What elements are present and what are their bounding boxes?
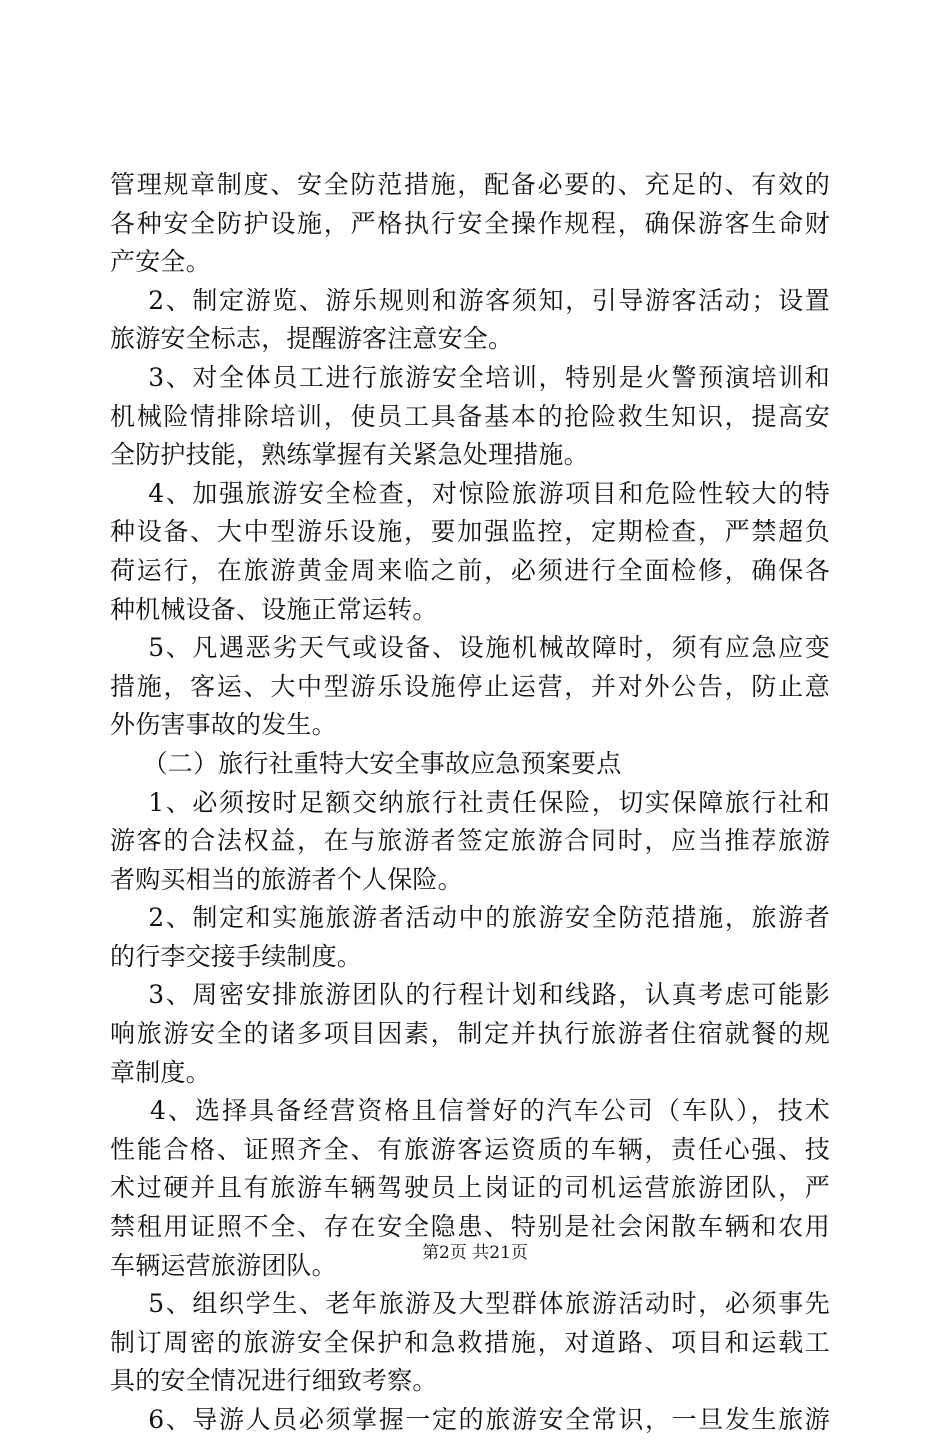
paragraph-line: 6、导游人员必须掌握一定的旅游安全常识，一旦发生旅游 [110, 1405, 830, 1434]
paragraph-line: 管理规章制度、安全防范措施，配备必要的、充足的、有效的 [110, 170, 830, 199]
paragraph-line: 2、制定游览、游乐规则和游客须知，引导游客活动；设置 [110, 285, 830, 315]
paragraph-line: 全防护技能，熟练掌握有关紧急处理措施。 [110, 440, 589, 470]
paragraph-line: 3、对全体员工进行旅游安全培训，特别是火警预演培训和 [110, 362, 830, 392]
paragraph-line: 章制度。 [110, 1057, 211, 1087]
paragraph-line: 制订周密的旅游安全保护和急救措施，对道路、项目和运载工 [110, 1327, 830, 1357]
paragraph-line: 4、加强旅游安全检查，对惊险旅游项目和危险性较大的特 [110, 478, 830, 508]
paragraph-line: 5、凡遇恶劣天气或设备、设施机械故障时，须有应急应变 [110, 633, 830, 663]
paragraph-line: 措施，客运、大中型游乐设施停止运营，并对外公告，防止意 [110, 671, 830, 701]
paragraph-line: 5、组织学生、老年旅游及大型群体旅游活动时，必须事先 [110, 1289, 830, 1319]
paragraph-line: 的行李交接手续制度。 [110, 941, 363, 971]
paragraph-line: （二）旅行社重特大安全事故应急预案要点 [110, 748, 622, 778]
paragraph-line: 各种安全防护设施，严格执行安全操作规程，确保游客生命财 [110, 208, 830, 238]
paragraph-line: 2、制定和实施旅游者活动中的旅游安全防范措施，旅游者 [110, 903, 830, 933]
paragraph-line: 机械险情排除培训，使员工具备基本的抢险救生知识，提高安 [110, 401, 830, 431]
paragraph-line: 1、必须按时足额交纳旅行社责任保险，切实保障旅行社和 [110, 787, 830, 817]
paragraph-line: 旅游安全标志，提醒游客注意安全。 [110, 324, 514, 354]
paragraph-line: 具的安全情况进行细致考察。 [110, 1366, 438, 1396]
paragraph-line: 种机械设备、设施正常运转。 [110, 594, 438, 624]
paragraph-line: 游客的合法权益，在与旅游者签定旅游合同时，应当推荐旅游 [110, 826, 830, 856]
paragraph-line: 性能合格、证照齐全、有旅游客运资质的车辆，责任心强、技 [110, 1134, 830, 1164]
paragraph-line: 车辆运营旅游团队。 [110, 1250, 337, 1280]
paragraph-line: 4、选择具备经营资格且信誉好的汽车公司（车队），技术 [110, 1096, 830, 1126]
paragraph-line: 外伤害事故的发生。 [110, 710, 337, 740]
page-number-footer: 第2页 共21页 [422, 1243, 528, 1263]
paragraph-line: 产安全。 [110, 247, 211, 277]
paragraph-line: 种设备、大中型游乐设施，要加强监控，定期检查，严禁超负 [110, 517, 830, 547]
paragraph-line: 响旅游安全的诸多项目因素，制定并执行旅游者住宿就餐的规 [110, 1019, 830, 1049]
paragraph-line: 术过硬并且有旅游车辆驾驶员上岗证的司机运营旅游团队，严 [110, 1173, 830, 1203]
paragraph-line: 荷运行，在旅游黄金周来临之前，必须进行全面检修，确保各 [110, 555, 830, 585]
paragraph-line: 3、周密安排旅游团队的行程计划和线路，认真考虑可能影 [110, 980, 830, 1010]
paragraph-line: 禁租用证照不全、存在安全隐患、特别是社会闲散车辆和农用 [110, 1212, 830, 1242]
paragraph-line: 者购买相当的旅游者个人保险。 [110, 864, 463, 894]
